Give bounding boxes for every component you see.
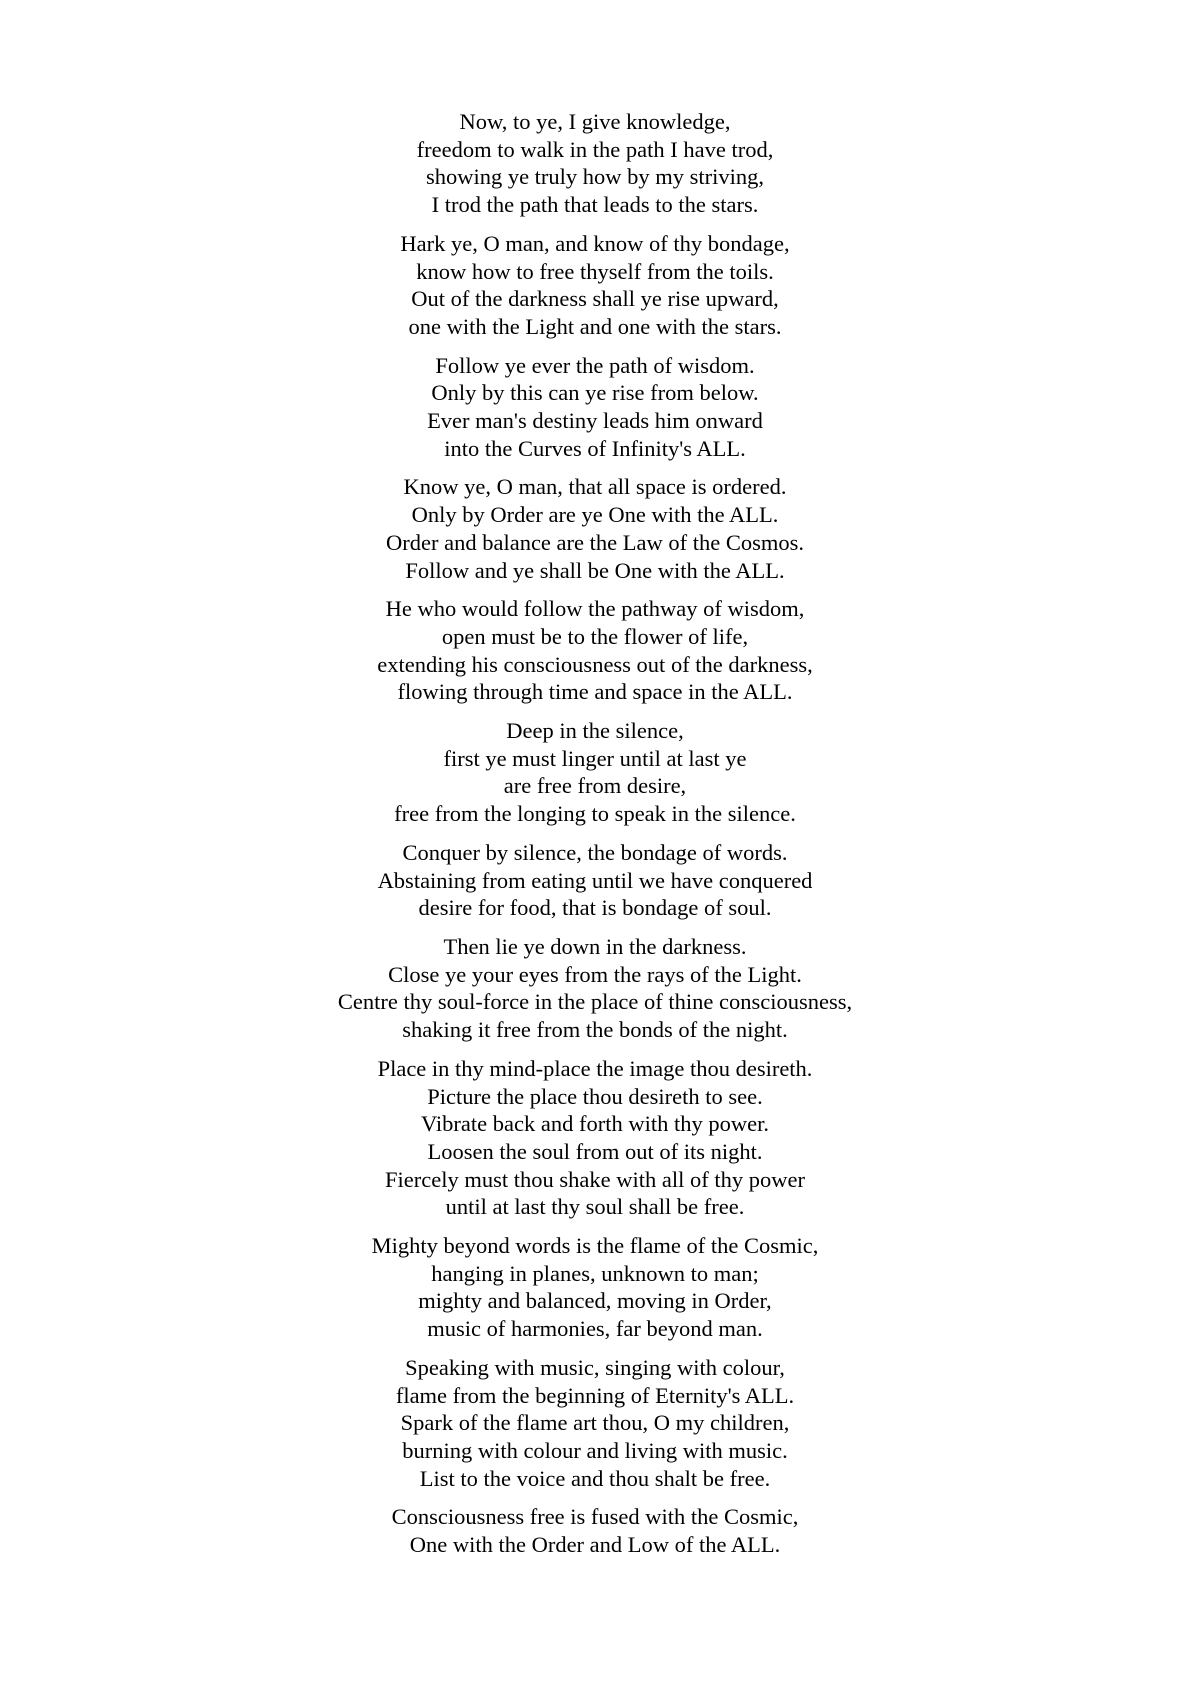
poem-line: first ye must linger until at last ye <box>443 745 747 771</box>
poem-line: Vibrate back and forth with thy power. <box>421 1111 769 1137</box>
poem-line: List to the voice and thou shalt be free. <box>419 1465 771 1491</box>
poem-line: Ever man's destiny leads him onward <box>427 408 763 434</box>
poem-line: Close ye your eyes from the rays of the Light. <box>388 961 802 987</box>
poem-line: Picture the place thou desireth to see. <box>427 1083 763 1109</box>
stanza <box>0 1055 1190 1221</box>
poem-line: Now, to ye, I give knowledge, <box>459 109 731 134</box>
poem-line: Only by this can ye rise from below. <box>431 380 759 406</box>
poem-line: open must be to the flower of life, <box>441 623 749 649</box>
stanza <box>0 595 1190 706</box>
stanza <box>0 1232 1190 1343</box>
poem-line: are free from desire, <box>503 773 687 799</box>
poem-line: mighty and balanced, moving in Order, <box>418 1288 772 1314</box>
poem-line: Then lie ye down in the darkness. <box>443 933 747 959</box>
poem-line: Place in thy mind-place the image thou desireth. <box>377 1055 813 1081</box>
poem-line: Follow and ye shall be One with the ALL. <box>405 557 785 583</box>
poem-line: Consciousness free is fused with the Cosmic, <box>391 1504 799 1530</box>
poem-line: Mighty beyond words is the flame of the Cosmic, <box>371 1233 819 1259</box>
stanza <box>0 933 1190 1044</box>
poem-line: Only by Order are ye One with the ALL. <box>411 502 779 528</box>
stanza <box>0 473 1190 584</box>
poem-line: hanging in planes, unknown to man; <box>431 1260 759 1286</box>
stanza <box>0 230 1190 341</box>
poem-line: One with the Order and Low of the ALL. <box>409 1532 781 1558</box>
poem-line: Deep in the silence, <box>506 718 684 744</box>
poem-line: Out of the darkness shall ye rise upward, <box>411 286 779 312</box>
poem-line: know how to free thyself from the toils. <box>416 258 774 284</box>
poem-line: desire for food, that is bondage of soul. <box>418 895 772 921</box>
poem-line: I trod the path that leads to the stars. <box>431 192 759 218</box>
poem-line: Loosen the soul from out of its night. <box>427 1138 763 1164</box>
stanza <box>0 1503 1190 1558</box>
poem-line: freedom to walk in the path I have trod, <box>416 136 774 162</box>
poem-line: one with the Light and one with the stars. <box>408 313 782 339</box>
poem-line: Order and balance are the Law of the Cosmos. <box>386 529 804 555</box>
stanza <box>0 1354 1190 1493</box>
poem-text <box>0 108 1190 1570</box>
poem-line: flowing through time and space in the ALL. <box>397 679 793 705</box>
poem-line: burning with colour and living with music. <box>402 1437 788 1463</box>
stanza <box>0 717 1190 828</box>
stanza <box>0 839 1190 922</box>
stanza <box>0 352 1190 463</box>
poem-line: until at last thy soul shall be free. <box>445 1194 745 1220</box>
poem-line: He who would follow the pathway of wisdom, <box>385 596 805 622</box>
poem-line: Hark ye, O man, and know of thy bondage, <box>400 230 790 256</box>
poem-line: Spark of the flame art thou, O my children, <box>400 1410 790 1436</box>
poem-line: free from the longing to speak in the silence. <box>394 801 796 827</box>
poem-line: Follow ye ever the path of wisdom. <box>435 352 755 378</box>
poem-line: showing ye truly how by my striving, <box>425 164 765 190</box>
poem-line: Speaking with music, singing with colour, <box>405 1354 785 1380</box>
poem-line: music of harmonies, far beyond man. <box>427 1316 763 1342</box>
poem-line: Conquer by silence, the bondage of words. <box>402 839 788 865</box>
poem-line: Abstaining from eating until we have conquered <box>377 867 813 893</box>
poem-line: shaking it free from the bonds of the night. <box>402 1017 788 1043</box>
poem-line: flame from the beginning of Eternity's ALL. <box>395 1382 795 1408</box>
poem-line: into the Curves of Infinity's ALL. <box>444 435 746 461</box>
stanza <box>0 108 1190 219</box>
poem-line: Fiercely must thou shake with all of thy power <box>385 1166 805 1192</box>
poem-line: Know ye, O man, that all space is ordered. <box>403 474 787 500</box>
poem-line: extending his consciousness out of the darkness, <box>377 651 813 677</box>
poem-line: Centre thy soul-force in the place of thine consciousness, <box>337 989 853 1015</box>
